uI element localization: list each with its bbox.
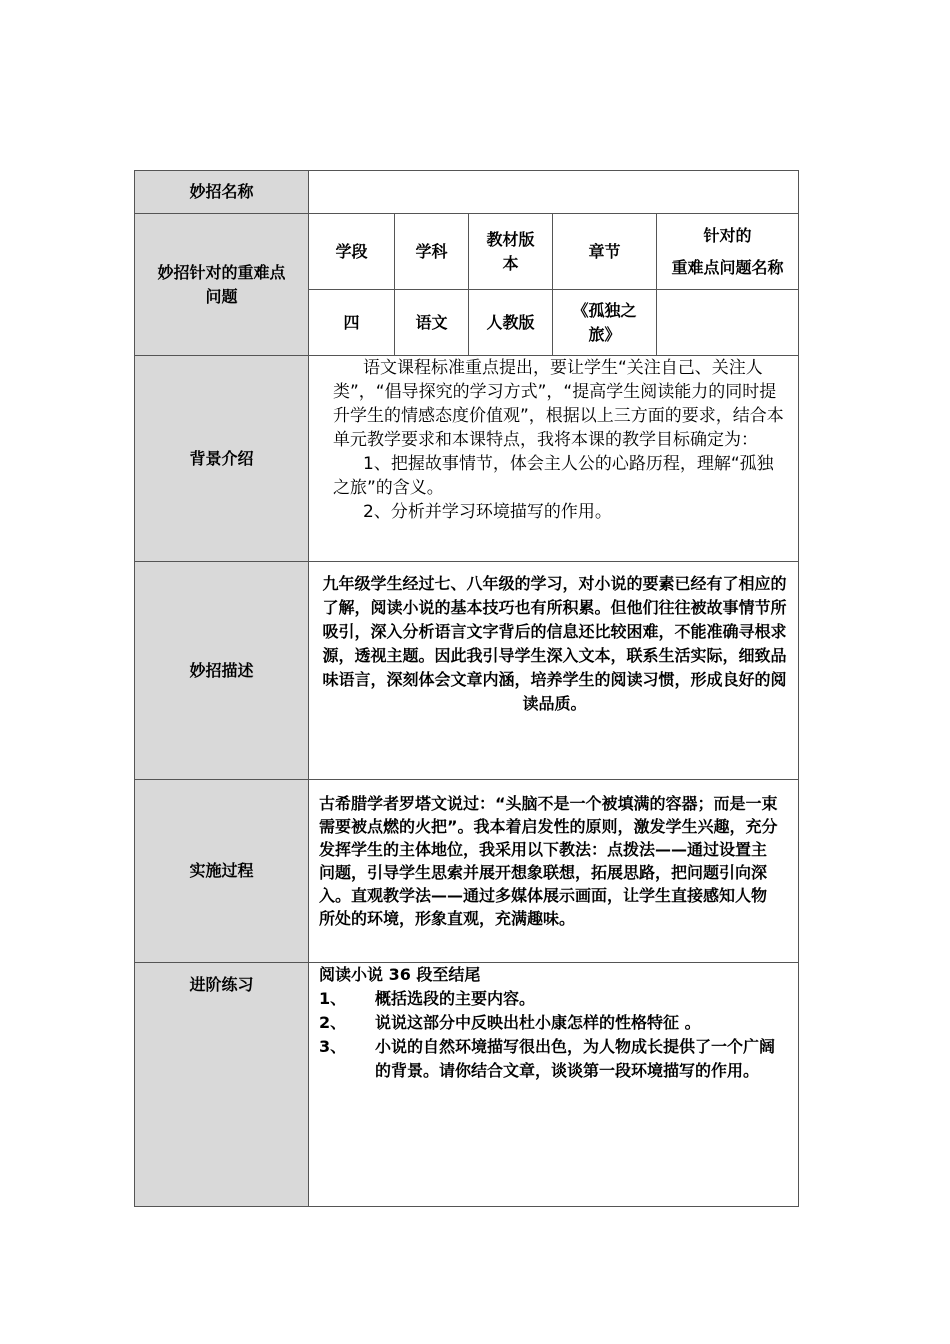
practice-item-text: 说说这部分中反映出杜小康怎样的性格特征 。 (375, 1013, 701, 1032)
header-target-line1: 针对的 (703, 225, 752, 245)
value-chapter (553, 290, 657, 356)
practice-content (309, 963, 798, 1083)
value-edition: 人教版 (469, 290, 553, 356)
practice-cell (309, 963, 799, 1207)
practice-item (319, 1011, 784, 1035)
header-stage: 学段 (309, 214, 395, 290)
practice-item-number: 1、 (319, 989, 347, 1008)
label-practice: 进阶练习 (135, 963, 309, 1207)
background-text (309, 356, 798, 524)
process-text: 古希腊学者罗塔文说过：“头脑不是一个被填满的容器；而是一束需要被点燃的火把”。我本着启发性的原则，激发学生兴趣，充分发挥学生的主体地位，我采用以下教法：点拨法——通过设置主问题，引导学生思索并展开想象联想，拓展思路，把问题引向深入。直观教学法——通过多媒体展示画面，让学生直接感知人物所处的环境，形象直观，充满趣味。 (319, 794, 778, 928)
label-background: 背景介绍 (135, 356, 309, 562)
value-chapter-line1: 《孤独之 (572, 300, 637, 320)
lesson-tip-table (134, 170, 799, 1207)
practice-item-number: 3、 (319, 1037, 347, 1056)
header-target-problem (657, 214, 799, 290)
header-subject: 学科 (395, 214, 469, 290)
label-description: 妙招描述 (135, 562, 309, 780)
value-stage: 四 (309, 290, 395, 356)
value-chapter-line2: 旅》 (588, 324, 621, 344)
label-target-problem-line1: 妙招针对的重难点 (157, 262, 286, 282)
process-cell (309, 780, 799, 963)
background-goal-1: 1、把握故事情节，体会主人公的心路历程，理解“孤独之旅”的含义。 (333, 454, 774, 498)
label-target-problem (135, 214, 309, 356)
header-edition (469, 214, 553, 290)
background-paragraph-1: 语文课程标准重点提出，要让学生“关注自己、关注人类”，“倡导探究的学习方式”，“提高学生阅读能力的同时提升学生的情感态度价值观”，根据以上三方面的要求，结合本单元教学要求和本课特点，我将本课的教学目标确定为： (333, 358, 784, 450)
header-target-line2: 重难点问题名称 (671, 257, 784, 277)
label-process: 实施过程 (135, 780, 309, 963)
practice-item-text: 小说的自然环境描写很出色，为人物成长提供了一个广阔的背景。请你结合文章，谈谈第一段环境描写的作用。 (375, 1037, 776, 1080)
value-subject: 语文 (395, 290, 469, 356)
header-edition-line2: 本 (502, 253, 519, 273)
background-goal-2: 2、分析并学习环境描写的作用。 (363, 502, 612, 522)
tip-name-value[interactable] (309, 171, 799, 214)
header-chapter: 章节 (553, 214, 657, 290)
label-tip-name: 妙招名称 (135, 171, 309, 214)
practice-item (319, 987, 784, 1011)
label-target-problem-line2: 问题 (205, 286, 238, 306)
practice-item (319, 1035, 784, 1083)
description-text: 九年级学生经过七、八年级的学习，对小说的要素已经有了相应的了解，阅读小说的基本技巧也有所积累。但他们往往被故事情节所吸引，深入分析语言文字背后的信息还比较困难，不能准确寻根求源，透视主题。因此我引导学生深入文本，联系生活实际，细致品味语言，深刻体会文章内涵，培养学生的阅读习惯，形成良好的阅读品质。 (322, 574, 787, 713)
description-cell (309, 562, 799, 780)
practice-item-text: 概括选段的主要内容。 (375, 989, 536, 1008)
practice-item-number: 2、 (319, 1013, 347, 1032)
header-edition-line1: 教材版 (486, 229, 535, 249)
background-cell (309, 356, 799, 562)
practice-intro: 阅读小说 36 段至结尾 (319, 965, 481, 984)
value-target-problem[interactable] (657, 290, 799, 356)
